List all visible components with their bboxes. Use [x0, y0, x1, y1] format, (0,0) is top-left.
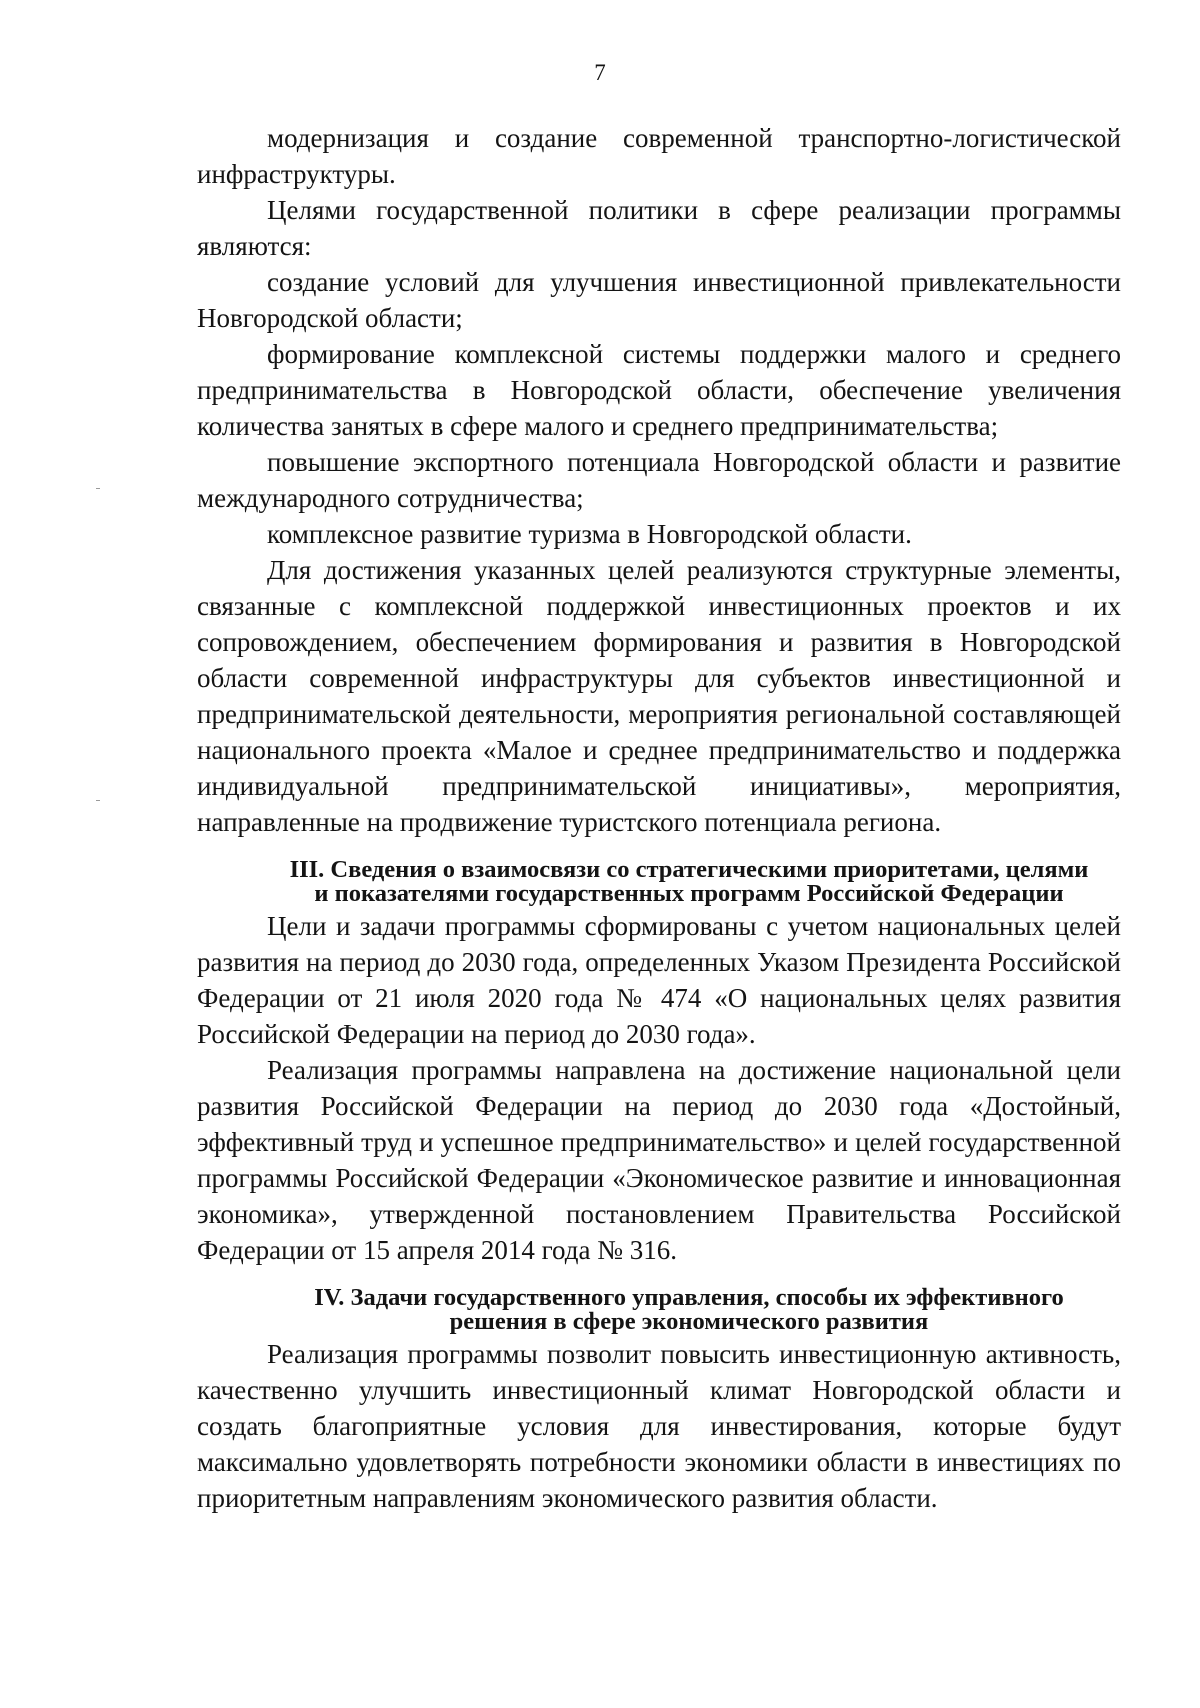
paragraph: комплексное развитие туризма в Новгородской области.	[267, 519, 912, 549]
paragraph: Цели и задачи программы сформированы с учетом национальных целей развития на период до 2030 года, определенных Указом Президента Российской Федерации от 21 июля 2020 года № 474 «О национальных целях развития Российской Федерации на период до 2030 года».	[197, 911, 1121, 1049]
paragraph: Реализация программы направлена на достижение национальной цели развития Российской Федерации на период до 2030 года «Достойный, эффективный труд и успешное предпринимательство» и целей государственной программы Российской Федерации «Экономическое развитие и инновационная экономика», утвержденной постановлением Правительства Российской Федерации от 15 апреля 2014 года № 316.	[197, 1055, 1121, 1265]
section-heading-line: решения в сфере экономического развития	[449, 1308, 929, 1335]
paragraph: Целями государственной политики в сфере реализации программы являются:	[197, 195, 1121, 261]
document-body	[197, 120, 1121, 1516]
section-heading-line: III. Сведения о взаимосвязи со стратегическими приоритетами, целями	[289, 856, 1089, 883]
scan-artifact-mark	[96, 488, 100, 489]
paragraph: повышение экспортного потенциала Новгородской области и развитие международного сотрудничества;	[197, 447, 1121, 513]
paragraph: формирование комплексной системы поддержки малого и среднего предпринимательства в Новгородской области, обеспечение увеличения количества занятых в сфере малого и среднего предпринимательства;	[197, 339, 1121, 441]
paragraph: модернизация и создание современной транспортно-логистической инфраструктуры.	[197, 123, 1121, 189]
section-heading-line: IV. Задачи государственного управления, способы их эффективного	[314, 1284, 1064, 1311]
section-heading	[197, 1286, 1121, 1334]
page-number: 7	[594, 60, 606, 85]
scan-artifact-mark	[96, 800, 100, 801]
paragraph: создание условий для улучшения инвестиционной привлекательности Новгородской области;	[197, 267, 1121, 333]
paragraph: Реализация программы позволит повысить инвестиционную активность, качественно улучшить инвестиционный климат Новгородской области и создать благоприятные условия для инвестирования, которые будут максимально удовлетворять потребности экономики области в инвестициях по приоритетным направлениям экономического развития области.	[197, 1339, 1121, 1513]
section-heading	[197, 858, 1121, 906]
section-heading-line: и показателями государственных программ Российской Федерации	[314, 880, 1064, 907]
paragraph: Для достижения указанных целей реализуются структурные элементы, связанные с комплексной поддержкой инвестиционных проектов и их сопровождением, обеспечением формирования и развития в Новгородской области современной инфраструктуры для субъектов инвестиционной и предпринимательской деятельности, мероприятия региональной составляющей национального проекта «Малое и среднее предпринимательство и поддержка индивидуальной предпринимательской инициативы», мероприятия, направленные на продвижение туристского потенциала региона.	[197, 555, 1121, 837]
